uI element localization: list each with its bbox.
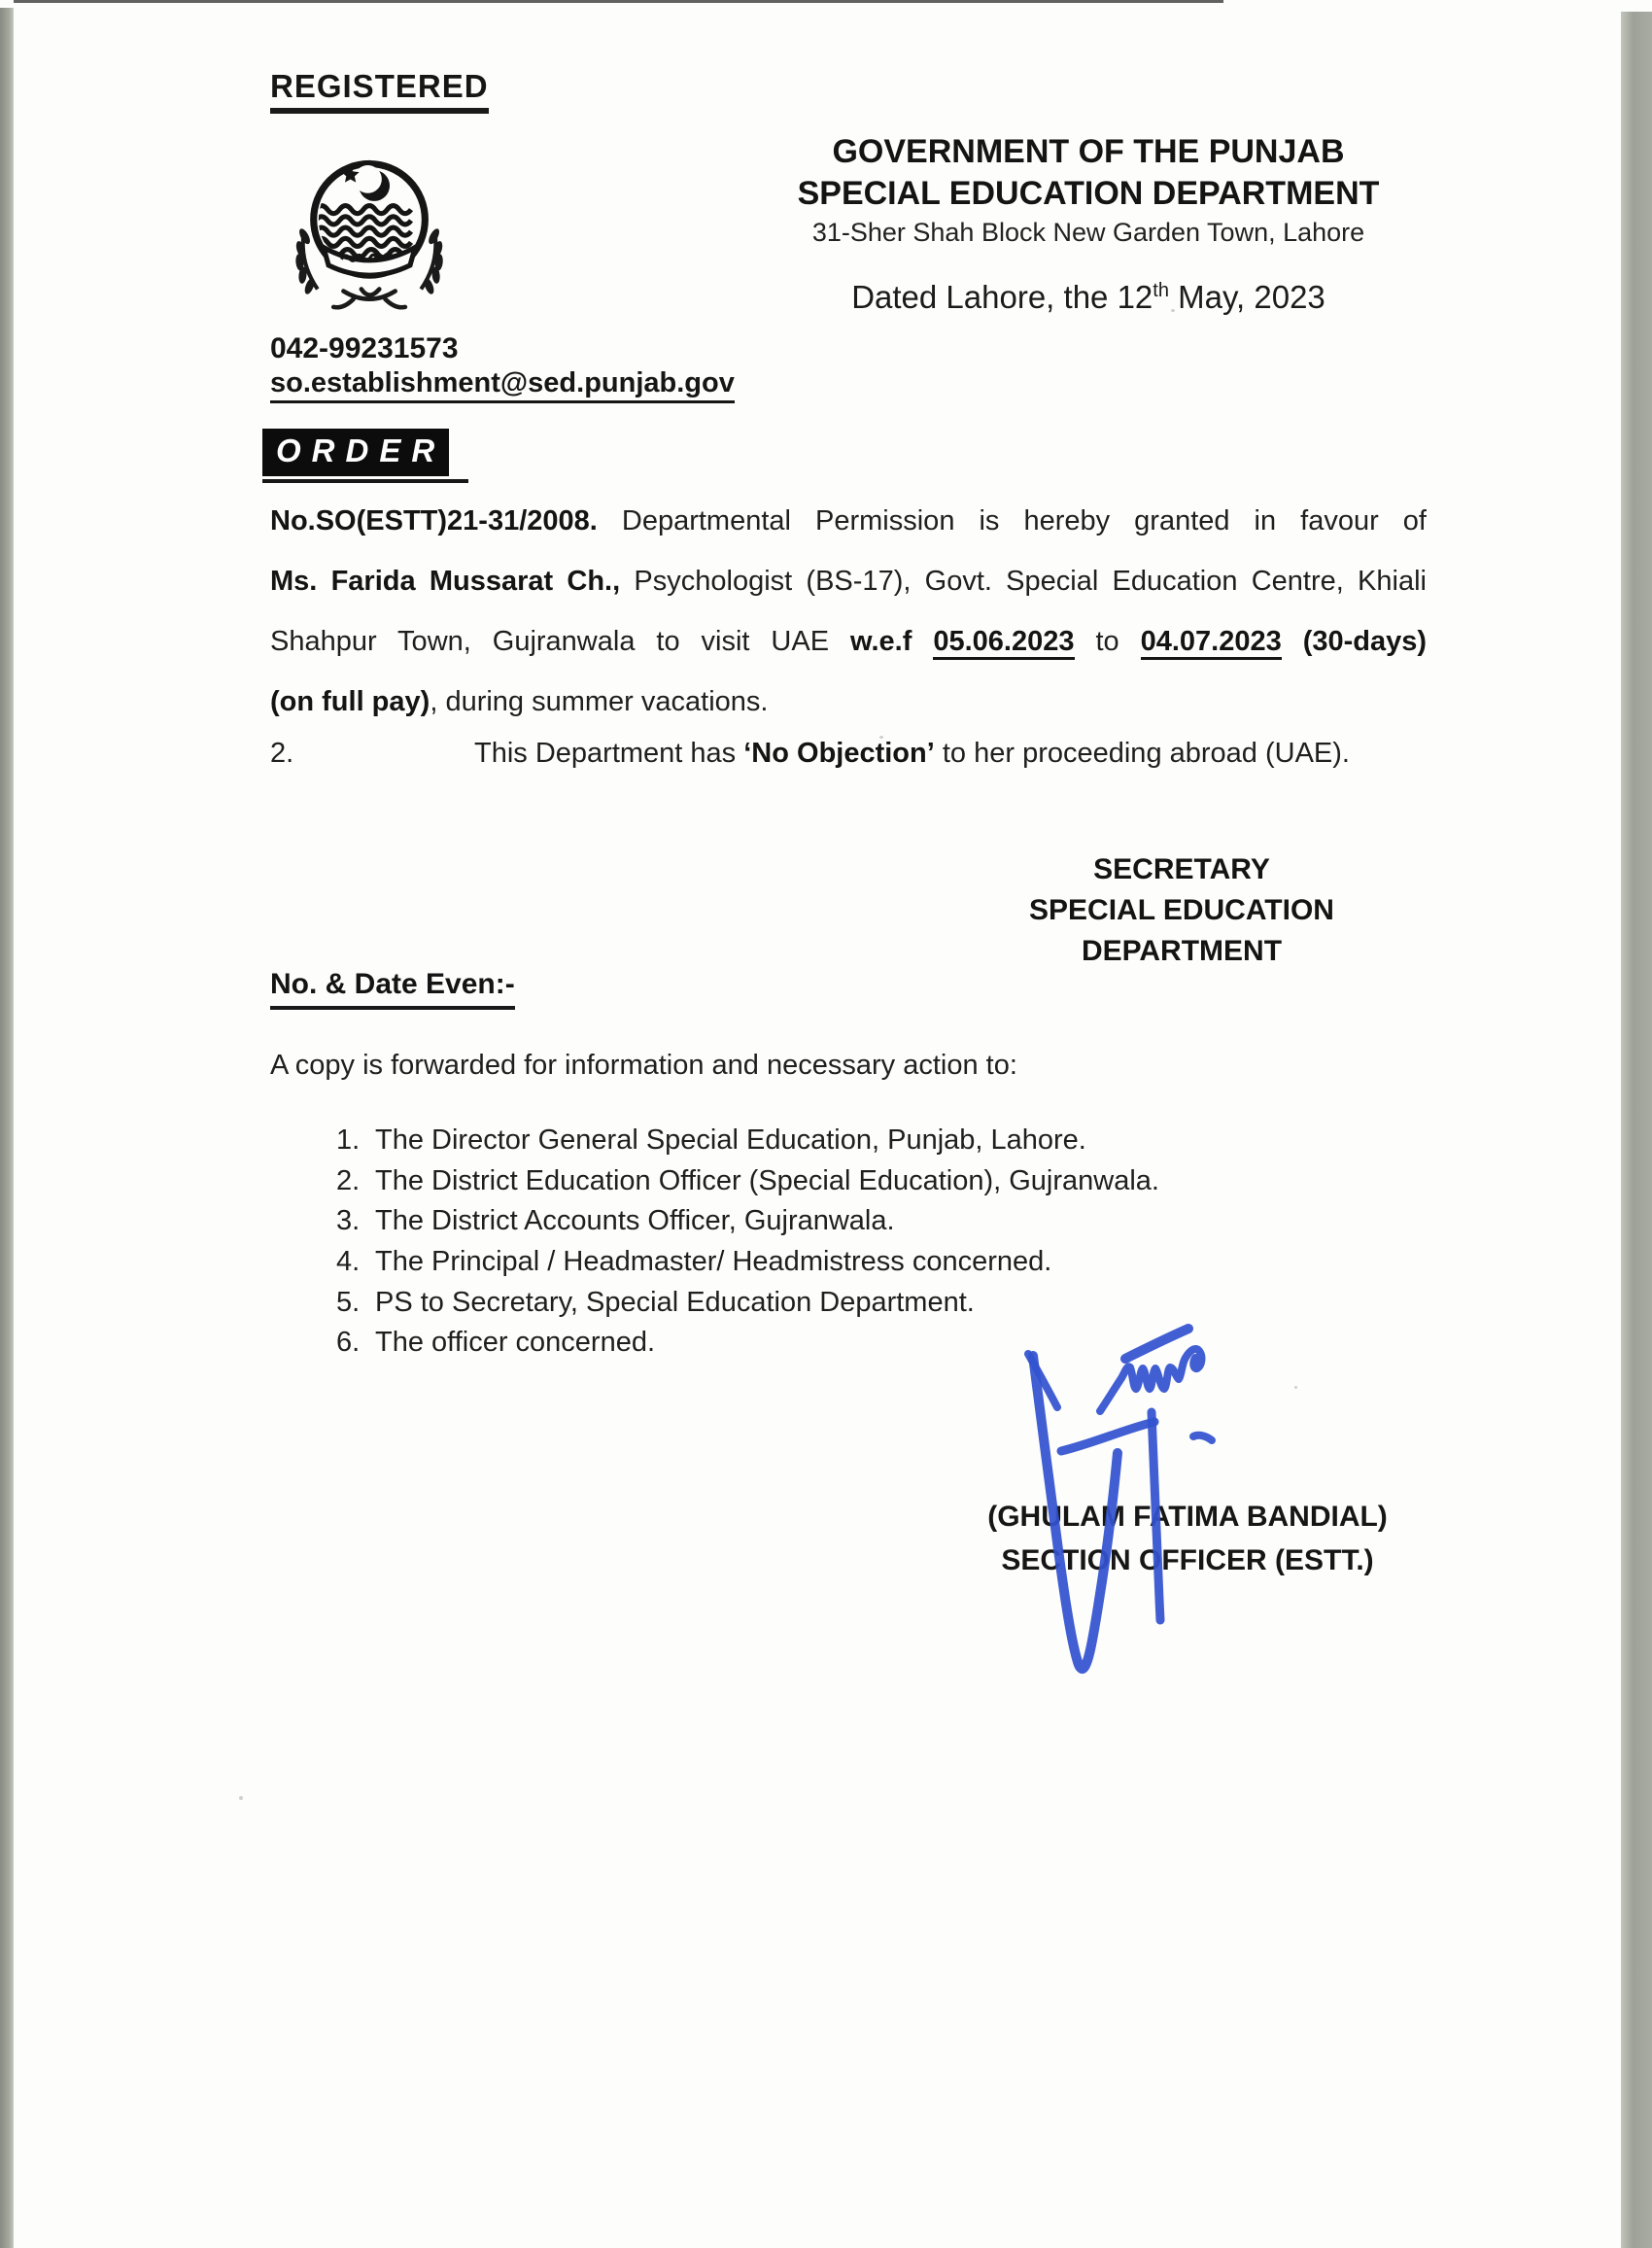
no-objection-text	[474, 727, 1350, 779]
secretary-line-1: SECRETARY	[1093, 853, 1270, 885]
punjab-government-crest-icon	[288, 142, 447, 311]
to-word: to	[1095, 626, 1119, 657]
no-objection-post: to her proceeding abroad (UAE).	[934, 738, 1350, 769]
list-item	[336, 1282, 1159, 1323]
duration-days: (30-days)	[1302, 626, 1427, 657]
no-and-date-even-label: No. & Date Even:-	[270, 968, 515, 1010]
list-item-text: The officer concerned.	[375, 1327, 656, 1359]
scan-speck	[239, 1796, 243, 1800]
list-item-number: 3.	[336, 1205, 361, 1237]
no-objection-paragraph	[270, 727, 1436, 779]
date-suffix: May, 2023	[1168, 279, 1325, 315]
list-item-text: The Principal / Headmaster/ Headmistress concerned.	[375, 1246, 1052, 1278]
body-line-3-text: Shahpur Town, Gujranwala to visit UAE	[270, 626, 830, 657]
government-line: GOVERNMENT OF THE PUNJAB	[832, 133, 1345, 170]
body-line-2	[270, 551, 1427, 611]
list-item-text: The District Accounts Officer, Gujranwala.	[375, 1205, 895, 1237]
list-item	[336, 1323, 1159, 1364]
body-line-4-text: , during summer vacations.	[430, 686, 769, 717]
body-line-2-text: Psychologist (BS-17), Govt. Special Education Centre, Khiali	[634, 566, 1427, 597]
distribution-list	[336, 1121, 1159, 1364]
department-line: SPECIAL EDUCATION DEPARTMENT	[797, 175, 1380, 212]
no-objection-pre: This Department has	[474, 738, 744, 769]
secretary-line-2: SPECIAL EDUCATION	[1029, 894, 1334, 926]
order-heading	[262, 429, 468, 483]
signatory-title: SECTION OFFICER (ESTT.)	[1001, 1544, 1374, 1576]
secretary-signatory-block	[987, 849, 1376, 972]
order-body-paragraph	[270, 491, 1427, 732]
date-ordinal-superscript: th	[1153, 280, 1169, 301]
order-title: ORDER	[262, 429, 449, 476]
scan-speck	[1294, 1386, 1297, 1389]
secretary-line-3: DEPARTMENT	[1081, 935, 1283, 967]
list-item	[336, 1242, 1159, 1283]
paragraph-number: 2.	[270, 738, 294, 769]
list-item	[336, 1201, 1159, 1242]
body-line-4	[270, 672, 1427, 732]
list-item-number: 2.	[336, 1164, 361, 1196]
list-item-number: 5.	[336, 1286, 361, 1318]
email-address: so.establishment@sed.punjab.gov	[270, 367, 735, 403]
copy-forwarded-line: A copy is forwarded for information and necessary action to:	[270, 1050, 1017, 1081]
phone-number: 042-99231573	[270, 332, 459, 364]
list-item-number: 1.	[336, 1124, 361, 1157]
list-item-text: PS to Secretary, Special Education Department.	[375, 1286, 975, 1318]
date-to: 04.07.2023	[1141, 626, 1282, 660]
pay-status: (on full pay)	[270, 686, 430, 717]
wef-label: w.e.f	[850, 626, 912, 657]
address-line: 31-Sher Shah Block New Garden Town, Lahore	[811, 218, 1365, 247]
date-from: 05.06.2023	[933, 626, 1074, 660]
section-officer-block	[983, 1495, 1392, 1582]
list-item-text: The District Education Officer (Special Education), Gujranwala.	[375, 1164, 1159, 1196]
reference-number: No.SO(ESTT)21-31/2008.	[270, 505, 598, 536]
body-line-3	[270, 611, 1427, 672]
list-item-text: The Director General Special Education, Punjab, Lahore.	[375, 1124, 1086, 1157]
body-line-1-text: Departmental Permission is hereby granted in favour of	[621, 505, 1427, 536]
scan-edge-top	[14, 0, 1223, 3]
scan-edge-left	[0, 8, 14, 2248]
no-objection-bold: ‘No Objection’	[743, 738, 935, 769]
registered-label: REGISTERED	[270, 68, 489, 114]
date-line	[748, 270, 1428, 318]
body-line-1	[270, 491, 1427, 551]
order-underline	[262, 479, 468, 483]
officer-name: Ms. Farida Mussarat Ch.,	[270, 566, 621, 597]
scan-edge-right	[1621, 12, 1652, 2248]
list-item	[336, 1121, 1159, 1161]
letterhead	[748, 130, 1428, 318]
contact-block	[270, 330, 735, 403]
list-item-number: 6.	[336, 1327, 361, 1359]
date-prefix: Dated Lahore, the 12	[851, 279, 1153, 315]
signatory-name: (GHULAM FATIMA BANDIAL)	[987, 1501, 1388, 1533]
list-item	[336, 1161, 1159, 1202]
list-item-number: 4.	[336, 1246, 361, 1278]
